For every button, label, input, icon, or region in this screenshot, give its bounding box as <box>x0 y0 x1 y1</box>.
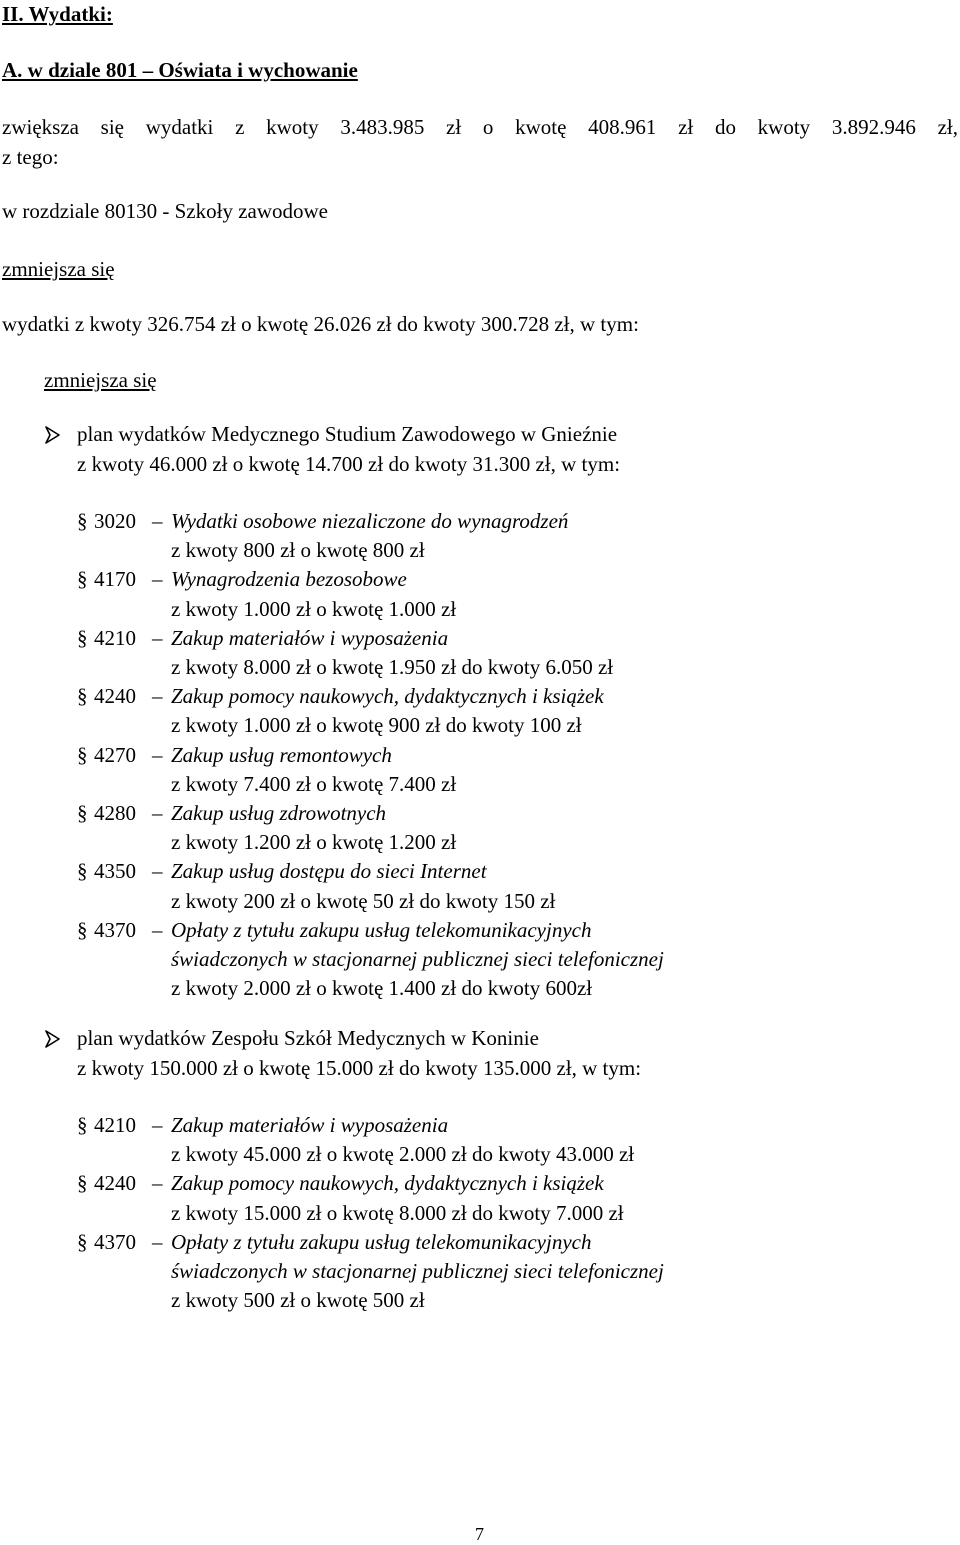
item-amount: z kwoty 500 zł o kwotę 500 zł <box>171 1288 425 1313</box>
item-dash: – <box>152 1229 163 1254</box>
item-code: 4210 <box>94 625 136 650</box>
unit2-change: z kwoty 150.000 zł o kwotę 15.000 zł do kwoty 135.000 zł, w tym: <box>77 1056 642 1080</box>
item-amount: z kwoty 45.000 zł o kwotę 2.000 zł do kwoty 43.000 zł <box>171 1142 635 1167</box>
item-title: Zakup pomocy naukowych, dydaktycznych i książek <box>171 684 604 709</box>
item-amount: z kwoty 2.000 zł o kwotę 1.400 zł do kwoty 600zł <box>171 976 593 1001</box>
paragraph-sign-icon: § <box>77 567 88 592</box>
item-dash: – <box>152 859 163 884</box>
unit2-title: plan wydatków Zespołu Szkół Medycznych w Koninie <box>77 1026 539 1050</box>
paragraph-sign-icon: § <box>77 509 88 533</box>
item-dash: – <box>152 1171 163 1196</box>
paragraph-sign-icon: § <box>77 684 88 709</box>
item-code: 3020 <box>94 509 136 533</box>
division-heading: A. w dziale 801 – Oświata i wychowanie <box>2 58 358 82</box>
item-amount: z kwoty 15.000 zł o kwotę 8.000 zł do kwoty 7.000 zł <box>171 1200 624 1225</box>
paragraph-sign-icon: § <box>77 859 88 884</box>
decrease-label-indented: zmniejsza się <box>44 368 157 392</box>
item-amount: z kwoty 1.000 zł o kwotę 1.000 zł <box>171 596 457 621</box>
arrow-bullet-icon <box>44 1030 60 1048</box>
paragraph-sign-icon: § <box>77 1229 88 1254</box>
section-heading: II. Wydatki: <box>2 2 113 26</box>
item-title: Zakup usług dostępu do sieci Internet <box>171 859 487 884</box>
item-dash: – <box>152 625 163 650</box>
item-title: Zakup materiałów i wyposażenia <box>171 625 449 650</box>
item-dash: – <box>152 509 163 533</box>
item-code: 4370 <box>94 1229 136 1254</box>
paragraph-sign-icon: § <box>77 801 88 825</box>
item-title: Zakup materiałów i wyposażenia <box>171 1113 449 1137</box>
intro-line-1: zwiększa się wydatki z kwoty 3.483.985 zł o kwotę 408.961 zł do kwoty 3.892.946 zł, <box>2 115 958 139</box>
item-amount: z kwoty 800 zł o kwotę 800 zł <box>171 538 425 563</box>
item-title: Zakup usług remontowych <box>171 742 392 767</box>
item-title: Opłaty z tytułu zakupu usług telekomunikacyjnych <box>171 917 592 942</box>
paragraph-sign-icon: § <box>77 742 88 767</box>
item-code: 4240 <box>94 1171 136 1196</box>
unit1-title: plan wydatków Medycznego Studium Zawodowego w Gnieźnie <box>77 422 618 446</box>
unit1-change: z kwoty 46.000 zł o kwotę 14.700 zł do kwoty 31.300 zł, w tym: <box>77 452 621 476</box>
item-title: Wydatki osobowe niezaliczone do wynagrodzeń <box>171 509 569 533</box>
item-code: 4170 <box>94 567 136 592</box>
item-code: 4210 <box>94 1113 136 1137</box>
item-title: Zakup usług zdrowotnych <box>171 801 387 825</box>
arrow-bullet-icon <box>44 426 60 444</box>
item-title-cont: świadczonych w stacjonarnej publicznej sieci telefonicznej <box>171 1259 664 1283</box>
item-amount: z kwoty 1.200 zł o kwotę 1.200 zł <box>171 830 457 855</box>
item-dash: – <box>152 917 163 942</box>
item-code: 4350 <box>94 859 136 884</box>
item-title: Opłaty z tytułu zakupu usług telekomunikacyjnych <box>171 1229 592 1254</box>
item-dash: – <box>152 567 163 592</box>
paragraph-sign-icon: § <box>77 625 88 650</box>
chapter-title: w rozdziale 80130 - Szkoły zawodowe <box>2 199 328 223</box>
paragraph-sign-icon: § <box>77 1171 88 1196</box>
item-amount: z kwoty 8.000 zł o kwotę 1.950 zł do kwoty 6.050 zł <box>171 655 614 679</box>
item-title: Zakup pomocy naukowych, dydaktycznych i książek <box>171 1171 604 1196</box>
page-number: 7 <box>475 1524 484 1544</box>
item-code: 4280 <box>94 801 136 825</box>
item-code: 4270 <box>94 742 136 767</box>
item-dash: – <box>152 801 163 825</box>
paragraph-sign-icon: § <box>77 1113 88 1137</box>
item-amount: z kwoty 7.400 zł o kwotę 7.400 zł <box>171 771 457 796</box>
intro-line-2: z tego: <box>2 145 59 169</box>
item-title: Wynagrodzenia bezosobowe <box>171 567 407 592</box>
item-code: 4370 <box>94 917 136 942</box>
item-dash: – <box>152 684 163 709</box>
paragraph-sign-icon: § <box>77 917 88 942</box>
decrease-label: zmniejsza się <box>2 257 115 281</box>
chapter-change: wydatki z kwoty 326.754 zł o kwotę 26.026 zł do kwoty 300.728 zł, w tym: <box>2 312 639 336</box>
item-dash: – <box>152 1113 163 1137</box>
item-title-cont: świadczonych w stacjonarnej publicznej sieci telefonicznej <box>171 947 664 971</box>
item-dash: – <box>152 742 163 767</box>
item-amount: z kwoty 200 zł o kwotę 50 zł do kwoty 150 zł <box>171 888 556 913</box>
item-code: 4240 <box>94 684 136 709</box>
item-amount: z kwoty 1.000 zł o kwotę 900 zł do kwoty 100 zł <box>171 713 582 738</box>
